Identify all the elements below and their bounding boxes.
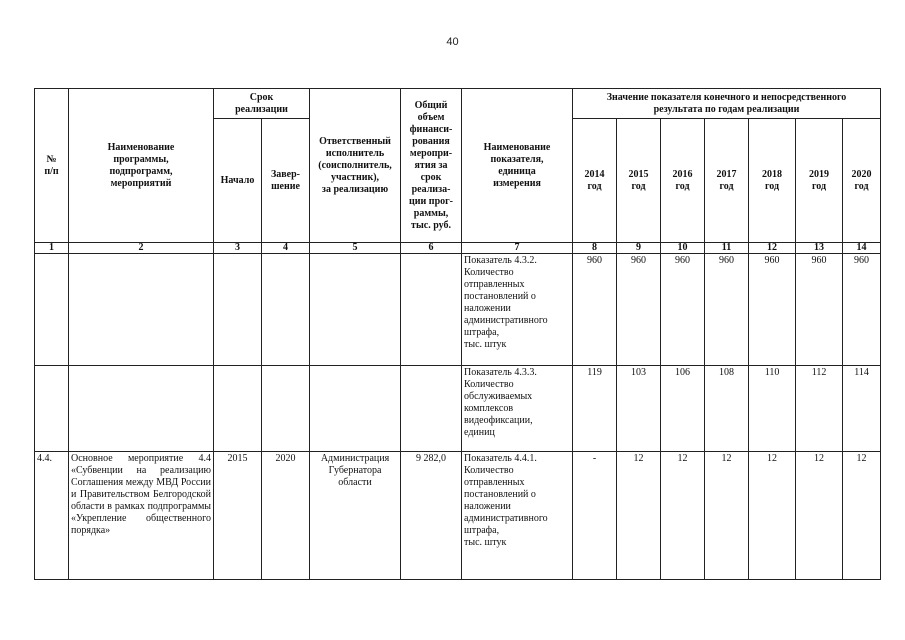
column-number: 4 (262, 243, 310, 254)
column-number: 14 (843, 243, 881, 254)
row-value-2017: 12 (705, 452, 749, 580)
row-value-2014: 960 (573, 254, 617, 366)
row-value-2020: 960 (843, 254, 881, 366)
row-funding (401, 366, 462, 452)
row-name (69, 366, 214, 452)
row-value-2020: 12 (843, 452, 881, 580)
program-table (34, 88, 881, 580)
row-num (35, 254, 69, 366)
column-number: 8 (573, 243, 617, 254)
row-funding (401, 254, 462, 366)
column-number: 7 (462, 243, 573, 254)
column-number: 12 (749, 243, 796, 254)
header-executor: Ответственный исполнитель (соисполнитель, участник), за реализацию (310, 89, 401, 243)
page-number: 40 (446, 36, 459, 48)
row-value-2017: 108 (705, 366, 749, 452)
column-number: 10 (661, 243, 705, 254)
row-value-2018: 960 (749, 254, 796, 366)
row-indicator: Показатель 4.3.3. Количество обслуживаемых комплексов видеофиксации, единиц (462, 366, 573, 452)
row-value-2017: 960 (705, 254, 749, 366)
row-value-2016: 960 (661, 254, 705, 366)
row-start (214, 254, 262, 366)
row-value-2018: 110 (749, 366, 796, 452)
column-number: 11 (705, 243, 749, 254)
column-number: 5 (310, 243, 401, 254)
table-row (35, 452, 881, 580)
column-number: 1 (35, 243, 69, 254)
header-year-2020: 2020 год (843, 119, 881, 243)
table-row (35, 366, 881, 452)
row-funding: 9 282,0 (401, 452, 462, 580)
header-name: Наименование программы, подпрограмм, мероприятий (69, 89, 214, 243)
row-value-2014: 119 (573, 366, 617, 452)
row-value-2019: 960 (796, 254, 843, 366)
row-value-2014: - (573, 452, 617, 580)
column-number: 9 (617, 243, 661, 254)
row-value-2019: 112 (796, 366, 843, 452)
header-year-2017: 2017 год (705, 119, 749, 243)
row-executor (310, 366, 401, 452)
row-name (69, 254, 214, 366)
row-value-2016: 106 (661, 366, 705, 452)
header-year-2016: 2016 год (661, 119, 705, 243)
row-name: Основное мероприятие 4.4 «Субвенции на реализацию Соглашения между МВД России и Правительством Белгородской области в рамках подпрограммы «Укрепление общественного порядка» (69, 452, 214, 580)
row-num (35, 366, 69, 452)
column-number: 3 (214, 243, 262, 254)
row-value-2015: 103 (617, 366, 661, 452)
row-end: 2020 (262, 452, 310, 580)
row-end (262, 254, 310, 366)
row-value-2019: 12 (796, 452, 843, 580)
row-start: 2015 (214, 452, 262, 580)
row-value-2018: 12 (749, 452, 796, 580)
row-end (262, 366, 310, 452)
column-number-row (35, 243, 881, 254)
header-year-2018: 2018 год (749, 119, 796, 243)
header-indicator: Наименование показателя, единица измерения (462, 89, 573, 243)
row-indicator: Показатель 4.3.2. Количество отправленных постановлений о наложении административного штрафа, тыс. штук (462, 254, 573, 366)
column-number: 13 (796, 243, 843, 254)
header-term: Срок реализации (214, 89, 310, 119)
header-year-2015: 2015 год (617, 119, 661, 243)
row-value-2016: 12 (661, 452, 705, 580)
row-value-2015: 960 (617, 254, 661, 366)
header-values: Значение показателя конечного и непосредственного результата по годам реализации (573, 89, 881, 119)
row-value-2015: 12 (617, 452, 661, 580)
row-num: 4.4. (35, 452, 69, 580)
table-row (35, 254, 881, 366)
column-number: 6 (401, 243, 462, 254)
header-end: Завер- шение (262, 119, 310, 243)
row-executor: Администрация Губернатора области (310, 452, 401, 580)
row-indicator: Показатель 4.4.1. Количество отправленных постановлений о наложении административного штрафа, тыс. штук (462, 452, 573, 580)
header-num: № п/п (35, 89, 69, 243)
row-start (214, 366, 262, 452)
row-executor (310, 254, 401, 366)
header-start: Начало (214, 119, 262, 243)
row-value-2020: 114 (843, 366, 881, 452)
header-funding: Общий объем финанси- рования меропри- ятия за срок реализа- ции прог- раммы, тыс. руб. (401, 89, 462, 243)
header-year-2014: 2014 год (573, 119, 617, 243)
header-year-2019: 2019 год (796, 119, 843, 243)
column-number: 2 (69, 243, 214, 254)
